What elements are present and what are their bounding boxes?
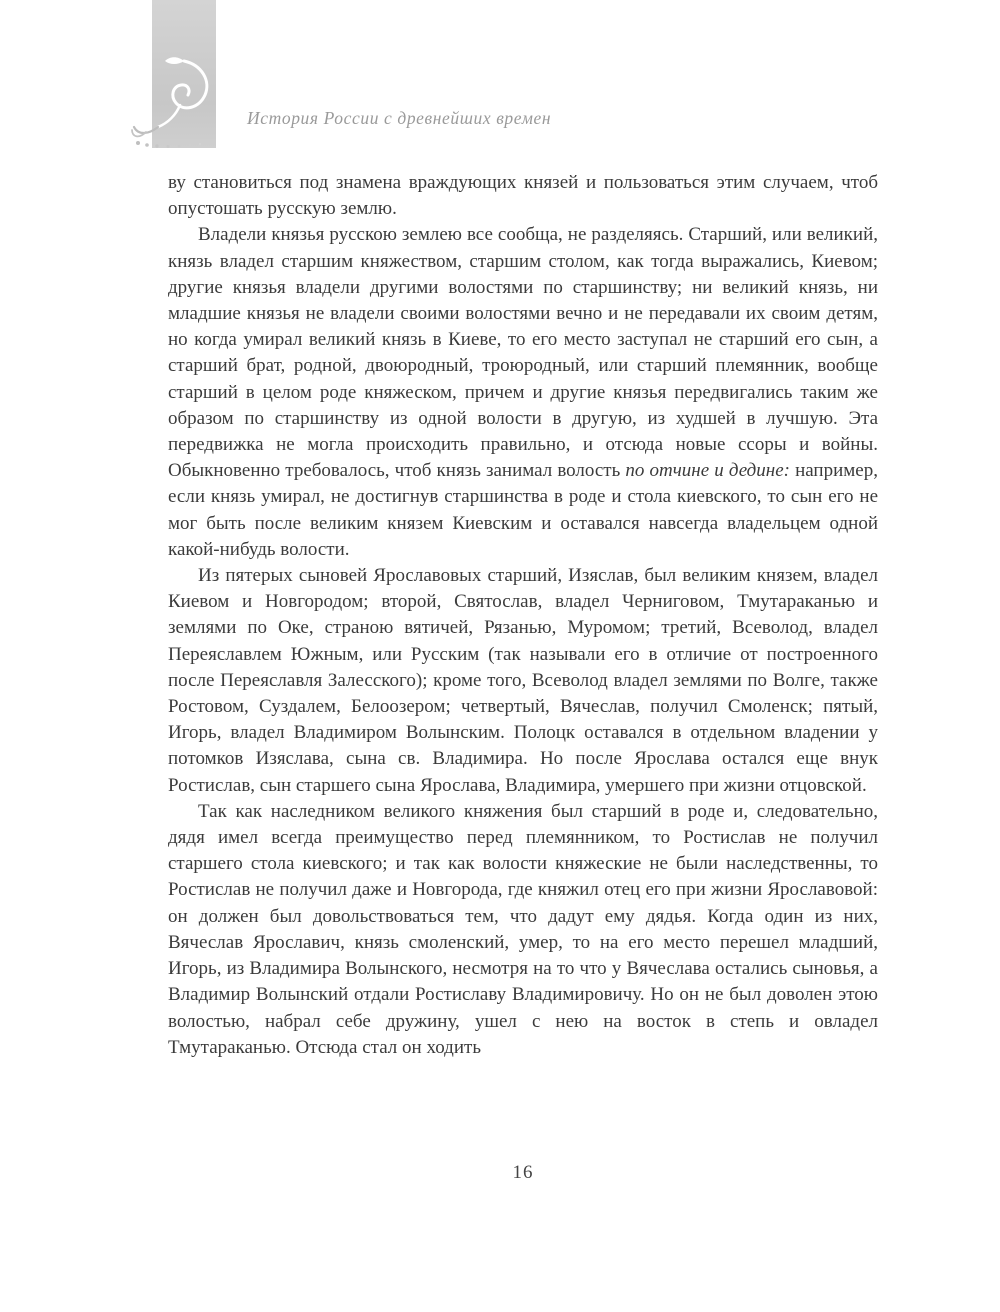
paragraph	[168, 563, 878, 799]
italic-phrase: по отчине и дедине:	[625, 460, 790, 482]
text-run: Владели князья русскою землею все сообща, не разделяясь. Старший, или великий, князь владел старшим княжеством, старшим столом, как тогда выражались, Киевом; другие князья владели другими волостями по старшинству; ни великий князь, ни младшие князья не владели своими волостями вечно и не передавали их своим детям, но когда умирал великий князь в Киеве, то его место заступал не старший его сын, а старший брат, родной, двоюродный, троюродный, или старший племянник, вообще старший в целом роде княжеском, причем и другие князья передвигались таким же образом по старшинству из одной волости в другую, из худшей в лучшую. Эта передвижка не могла происходить правильно, и отсюда новые ссоры и войны. Обыкновенно требовалось, чтоб князь занимал волость	[168, 224, 878, 482]
text-run: Из пятерых сыновей Ярославовых старший, Изяслав, был великим князем, владел Киевом и Новгородом; второй, Святослав, владел Черниговом, Тмутараканью и землями по Оке, страною вятичей, Рязанью, Муромом; третий, Всеволод, владел Переяславлем Южным, или Русским (так называли его в отличие от построенного после Переяславля Залесского); кроме того, Всеволод владел землями по Волге, также Ростовом, Суздалем, Белоозером; четвертый, Вячеслав, получил Смоленск; пятый, Игорь, владел Владимиром Волынским. Полоцк оставался в отдельном владении у потомков Изяслава, сына св. Владимира. Но после Ярослава остался еще внук Ростислав, сын старшего сына Ярослава, Владимира, умершего при жизни отцовской.	[168, 565, 878, 796]
flourish-icon	[130, 55, 250, 150]
paragraph	[168, 170, 878, 222]
paragraph	[168, 222, 878, 563]
page-number: 16	[512, 1162, 534, 1183]
running-header-title: История России с древнейших времен	[247, 108, 552, 128]
running-header	[247, 108, 867, 129]
paragraph	[168, 799, 878, 1061]
body-text	[168, 170, 878, 1061]
text-run: ву становиться под знамена враждующих князей и пользоваться этим случаем, чтоб опустошать русскую землю.	[168, 172, 878, 220]
text-run: например, если князь умирал, не достигнув старшинства в роде и стола киевского, то сын его не мог быть после великим князем Киевским и оставался навсегда владельцем одной какой-нибудь волости.	[168, 460, 878, 560]
text-run: Так как наследником великого княжения был старший в роде и, следовательно, дядя имел всегда преимущество перед племянником, то Ростислав не получил старшего стола киевского; и так как волости княжеские не были наследственны, то Ростислав не получил даже и Новгорода, где княжил отец его при жизни Ярославовой: он должен был довольствоваться тем, что дадут ему дядья. Когда один из них, Вячеслав Ярославич, князь смоленский, умер, то на его место перешел младший, Игорь, из Владимира Волынского, несмотря на то что у Вячеслава остались сыновья, а Владимир Волынский отдали Ростиславу Владимировичу. Но он не был доволен этою волостью, набрал себе дружину, ушел с нею на восток в степь и овладел Тмутараканью. Отсюда стал он ходить	[168, 800, 878, 1058]
